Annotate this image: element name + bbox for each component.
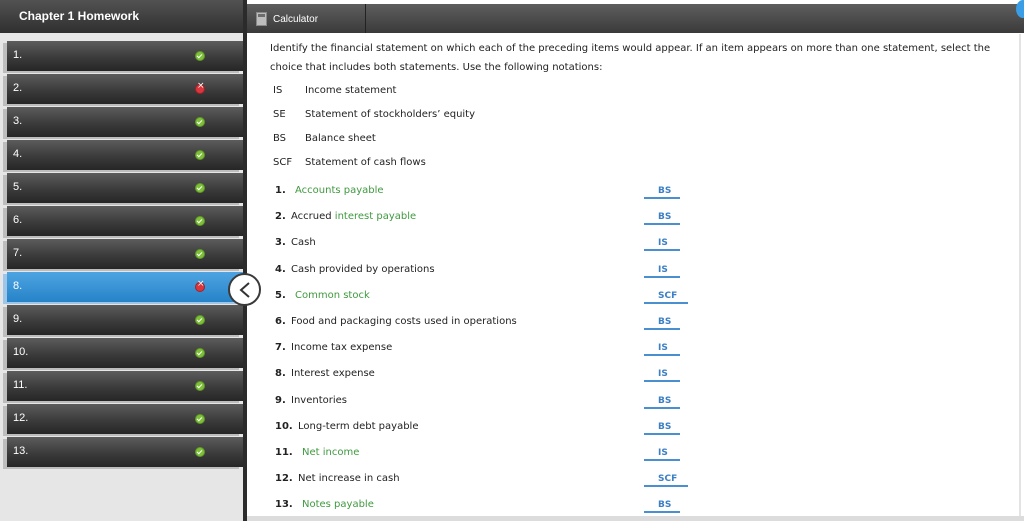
item-number: 8. <box>275 368 286 380</box>
legend-code: SCF <box>273 157 293 168</box>
checkmark-icon <box>195 249 205 259</box>
legend-text: Income statement <box>305 85 397 96</box>
sidebar-item-number: 3. <box>13 115 23 127</box>
item-text <box>291 368 375 379</box>
sidebar-item-number: 13. <box>13 445 29 457</box>
calculator-label: Calculator <box>273 14 319 25</box>
glossary-link[interactable]: Common stock <box>295 289 370 301</box>
item-number: 2. <box>275 211 286 223</box>
item-number: 6. <box>275 316 286 327</box>
sidebar-item-number: 8. <box>13 280 23 292</box>
checkmark-icon <box>195 150 205 160</box>
glossary-link[interactable]: Accounts payable <box>295 185 384 196</box>
checkmark-icon <box>195 315 205 325</box>
help-icon[interactable] <box>1016 0 1024 18</box>
item-text <box>298 499 374 510</box>
question-content <box>262 34 1024 521</box>
item-text <box>298 447 359 458</box>
legend-text: Statement of cash flows <box>305 157 426 168</box>
item-number: 13. <box>275 499 293 511</box>
content-right-border <box>1019 34 1021 521</box>
answer-select[interactable]: IS <box>644 262 680 278</box>
legend-text: Balance sheet <box>305 133 376 144</box>
sidebar-item-2[interactable] <box>7 74 243 104</box>
question-item <box>275 342 705 362</box>
sidebar-item-5[interactable] <box>7 173 243 203</box>
item-number: 12. <box>275 473 293 485</box>
sidebar-item-6[interactable] <box>7 206 243 236</box>
item-label: Food and packaging costs used in operations <box>291 316 517 327</box>
glossary-link[interactable]: Notes payable <box>302 499 374 511</box>
sidebar-item-number: 4. <box>13 148 23 160</box>
collapse-sidebar-button[interactable] <box>228 273 261 306</box>
answer-select[interactable]: IS <box>644 366 680 382</box>
item-text <box>291 395 347 406</box>
sidebar-item-10[interactable] <box>7 338 243 368</box>
chevron-left-icon <box>238 281 252 299</box>
error-icon <box>195 282 205 292</box>
question-item <box>275 316 705 336</box>
legend-code: SE <box>273 109 286 120</box>
item-label: Accrued <box>291 211 335 223</box>
calculator-button[interactable] <box>251 4 366 33</box>
panel-divider <box>243 0 247 521</box>
error-icon <box>195 84 205 94</box>
sidebar-item-number: 2. <box>13 82 23 94</box>
item-number: 11. <box>275 447 293 458</box>
item-number: 7. <box>275 342 286 354</box>
question-item <box>275 185 705 205</box>
glossary-link[interactable]: interest payable <box>334 211 417 223</box>
item-number: 4. <box>275 263 286 275</box>
legend-code: IS <box>273 85 283 96</box>
answer-select[interactable]: BS <box>644 183 680 199</box>
item-number: 3. <box>275 237 286 249</box>
checkmark-icon <box>195 51 205 61</box>
checkmark-icon <box>195 381 205 391</box>
sidebar-item-4[interactable] <box>7 140 243 170</box>
sidebar-item-11[interactable] <box>7 371 243 401</box>
item-text <box>291 342 392 353</box>
question-item <box>275 368 705 388</box>
instructions-text: Identify the financial statement on which each of the preceding items would appear. If an item appears on more than one statement, select the choice that includes both statements. Use the following notations: <box>270 43 991 73</box>
content-bottom-border <box>247 516 1024 521</box>
sidebar-item-3[interactable] <box>7 107 243 137</box>
assignment-title: Chapter 1 Homework <box>19 9 140 23</box>
sidebar-item-8[interactable] <box>7 272 243 302</box>
toolbar <box>247 4 1024 33</box>
item-text <box>291 185 384 196</box>
checkmark-icon <box>195 117 205 127</box>
answer-select[interactable]: BS <box>644 209 680 225</box>
sidebar-item-number: 11. <box>13 379 28 391</box>
item-label: Cash provided by operations <box>291 263 435 275</box>
answer-select[interactable]: SCF <box>644 288 688 304</box>
calculator-icon <box>256 12 267 26</box>
question-item <box>275 395 705 415</box>
item-label: Income tax expense <box>291 342 393 354</box>
item-number: 9. <box>275 394 286 406</box>
item-text <box>291 237 316 248</box>
sidebar-item-number: 7. <box>13 247 23 259</box>
sidebar-item-number: 5. <box>13 181 23 193</box>
item-label: Interest expense <box>291 368 375 380</box>
answer-select[interactable]: SCF <box>644 471 688 487</box>
question-item <box>275 447 705 467</box>
item-text <box>291 211 416 222</box>
answer-select[interactable]: IS <box>644 340 680 356</box>
sidebar-item-number: 12. <box>13 412 29 424</box>
item-number: 1. <box>275 185 286 196</box>
answer-select[interactable]: IS <box>644 235 680 251</box>
question-item <box>275 473 705 493</box>
answer-select[interactable]: BS <box>644 314 680 330</box>
sidebar-item-12[interactable] <box>7 404 243 434</box>
item-text <box>298 473 400 484</box>
checkmark-icon <box>195 447 205 457</box>
checkmark-icon <box>195 216 205 226</box>
item-text <box>291 264 435 275</box>
item-text <box>291 316 517 327</box>
sidebar-item-9[interactable] <box>7 305 243 335</box>
item-label: Cash <box>291 237 316 249</box>
item-text <box>291 290 370 301</box>
sidebar-item-7[interactable] <box>7 239 243 269</box>
sidebar-item-number: 10. <box>13 346 29 358</box>
sidebar-header <box>0 0 243 33</box>
sidebar-item-number: 9. <box>13 313 23 325</box>
question-item <box>275 290 705 310</box>
item-label: Net increase in cash <box>298 473 400 485</box>
question-item <box>275 211 705 231</box>
question-item <box>275 264 705 284</box>
legend-text: Statement of stockholders’ equity <box>305 109 476 120</box>
item-number: 5. <box>275 289 286 301</box>
answer-select[interactable]: BS <box>644 393 680 409</box>
sidebar-item-number: 1. <box>13 49 23 61</box>
legend-code: BS <box>273 133 287 144</box>
question-item <box>275 421 705 441</box>
item-label: Long-term debt payable <box>298 420 419 432</box>
item-label: Inventories <box>291 394 347 406</box>
answer-select[interactable]: IS <box>644 445 680 461</box>
answer-select[interactable]: BS <box>644 497 680 513</box>
item-number: 10. <box>275 420 293 432</box>
question-item <box>275 237 705 257</box>
answer-select[interactable]: BS <box>644 419 680 435</box>
checkmark-icon <box>195 183 205 193</box>
checkmark-icon <box>195 348 205 358</box>
item-text <box>298 421 418 432</box>
sidebar-item-number: 6. <box>13 214 23 226</box>
question-sidebar <box>0 0 243 521</box>
glossary-link[interactable]: Net income <box>302 447 360 458</box>
sidebar-item-13[interactable] <box>7 437 243 467</box>
checkmark-icon <box>195 414 205 424</box>
sidebar-item-1[interactable] <box>7 41 243 71</box>
